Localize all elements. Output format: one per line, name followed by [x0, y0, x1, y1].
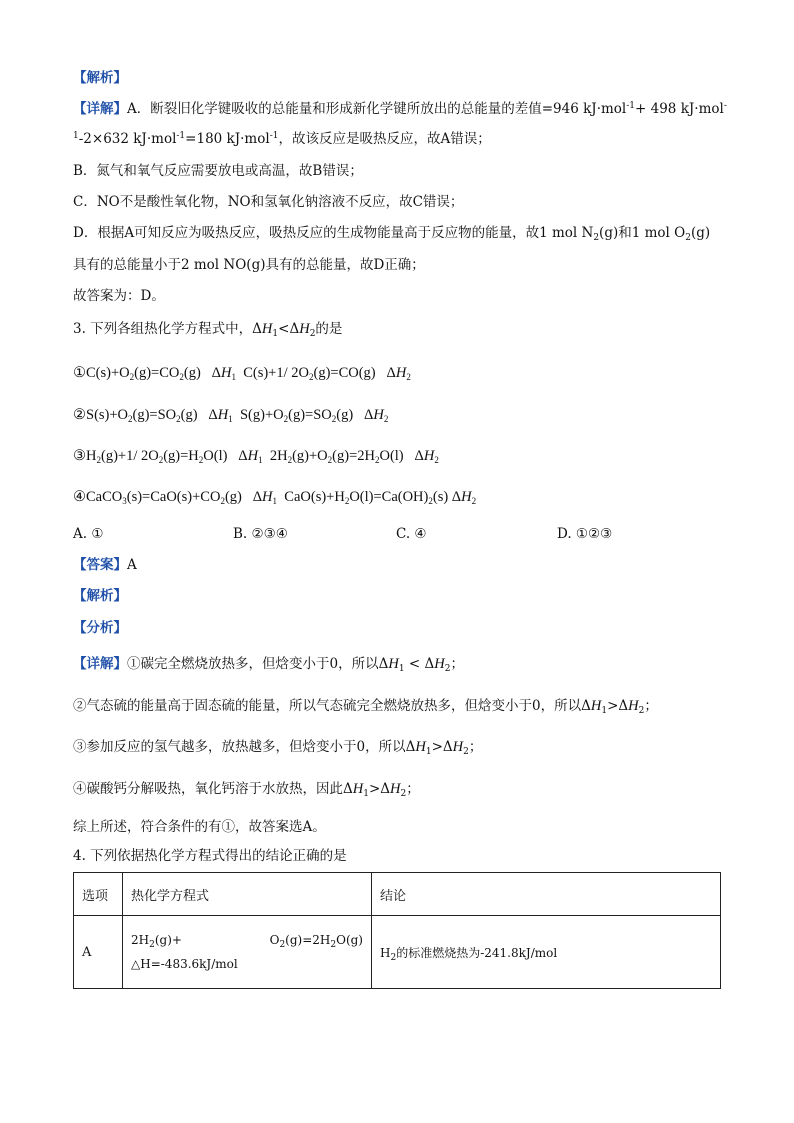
detail-line-d2: 具有的总能量小于2 mol NO(g)具有的总能量，故D正确；: [73, 257, 425, 273]
option-c: C. ④: [396, 526, 427, 542]
summary-line: 综上所述，符合条件的有①，故答案选A。: [73, 819, 326, 835]
equation-2: $②S(s)+O_2(g)=SO_2(g)$ $\Delta H_1$ $S(g)+O_2(g)=SO_2(g)$ $\Delta H_2$: [73, 407, 389, 424]
equation-4: $④CaCO_3(s)=CaO(s)+CO_2(g)$ $\Delta H_1$ $CaO(s)+H_2O(l)=Ca(OH)_2(s)$ $\Delta H_2$: [73, 489, 477, 506]
fenxi-tag: 【分析】: [73, 620, 127, 636]
equation-3: $③H_2(g)+1/$ $2O_2(g)=H_2O(l)$ $\Delta H_1$ $2H_2(g)+O_2(g)=2H_2O(l)$ $\Delta H_2$: [73, 448, 439, 465]
detail-line-d1: D．根据A可知反应为吸热反应，吸热反应的生成物能量高于反应物的能量，故1 mol $N_2(g)$和1 mol $O_2(g)$: [73, 225, 711, 243]
header-equation: 热化学方程式: [123, 873, 372, 916]
header-option: 选项: [74, 873, 123, 916]
explain-4: ④碳酸钙分解吸热，氧化钙溶于水放热，因此$\Delta H_1>\Delta H_2$；: [73, 781, 420, 799]
answer-line: 故答案为：D。: [73, 288, 165, 304]
analysis-tag: 【解析】: [73, 70, 127, 86]
analysis-tag-2: 【解析】: [73, 588, 127, 604]
table-row: [74, 916, 721, 989]
detail-line-a2: $^1$-2×632 kJ·mol$^{-1}$=180 kJ·mol$^{-1}$，故该反应是吸热反应，故A错误；: [73, 131, 491, 147]
option-a: A. ①: [73, 526, 104, 542]
answer-tag-line: 【答案】A: [73, 557, 137, 573]
question-3-stem: 3. 下列各组热化学方程式中，$\Delta H_1<\Delta H_2$的是: [73, 321, 343, 339]
equation-1: $①C(s)+O_2(g)=CO_2(g)$ $\Delta H_1$ C(s)+1/ $2O_2(g)=CO(g)$ $\Delta H_2$: [73, 365, 411, 382]
detail-line-a1: 【详解】A．断裂旧化学键吸收的总能量和形成新化学键所放出的总能量的差值=946 kJ·mol$^{-1}$+ 498 kJ·mol-: [73, 101, 727, 117]
explain-2: ②气态硫的能量高于固态硫的能量，所以气态硫完全燃烧放热多，但焓变小于0，所以$\Delta H_1>\Delta H_2$；: [73, 698, 658, 716]
row-a-equation: $2H_2(g)+$ $O_2(g)=2H_2O(g)$ △H=-483.6kJ/mol: [123, 916, 372, 989]
row-a-option: A: [74, 916, 123, 989]
header-conclusion: 结论: [372, 873, 721, 916]
question-4-table: [73, 872, 721, 989]
detail-line-c: C．NO不是酸性氧化物，NO和氢氧化钠溶液不反应，故C错误；: [73, 194, 464, 210]
table-header-row: [74, 873, 721, 916]
question-4-stem: 4. 下列依据热化学方程式得出的结论正确的是: [73, 848, 347, 864]
row-a-conclusion: $H_2$的标准燃烧热为-241.8kJ/mol: [372, 916, 721, 989]
option-d: D. ①②③: [557, 526, 613, 542]
option-b: B. ②③④: [233, 526, 288, 542]
detail-line-b: B．氮气和氧气反应需要放电或高温，故B错误；: [73, 163, 363, 179]
explain-1: 【详解】①碳完全燃烧放热多，但焓变小于0，所以$\Delta H_1 < \Delta H_2$；: [73, 656, 464, 674]
explain-3: ③参加反应的氢气越多，放热越多，但焓变小于0，所以$\Delta H_1>\Delta H_2$；: [73, 739, 483, 757]
